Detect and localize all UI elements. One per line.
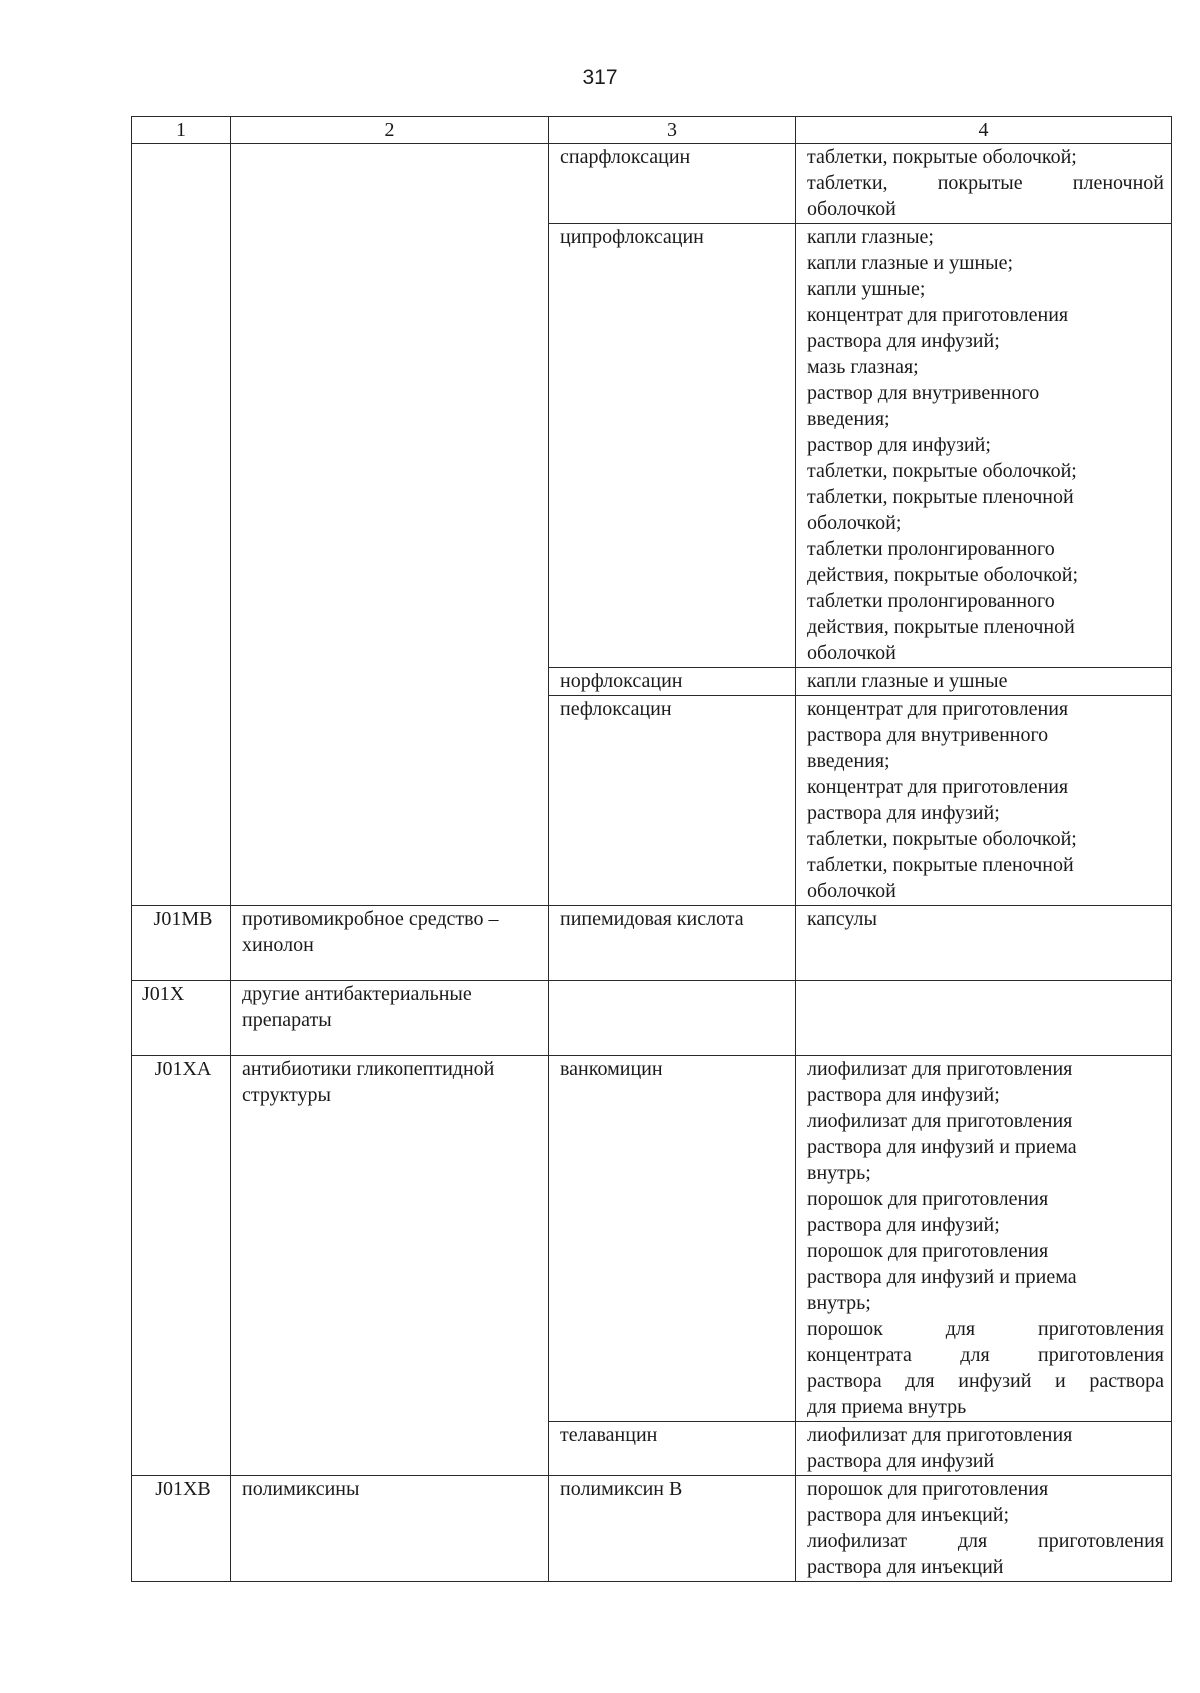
dosage-form-line: мазь глазная; <box>807 356 919 378</box>
group-cell-continued <box>231 696 549 906</box>
dosage-form-line: лиофилизат для приготовления <box>807 1424 1073 1446</box>
group-cell-continued <box>231 224 549 668</box>
group-name-cell: антибиотики гликопептидной структуры <box>231 1056 549 1422</box>
dosage-form-line: таблетки пролонгированного <box>807 590 1055 612</box>
dosage-form-line: введения; <box>807 750 890 772</box>
column-number-4: 4 <box>796 117 1172 144</box>
dosage-form-line: раствор для внутривенного <box>807 382 1040 404</box>
table-row <box>132 696 1172 906</box>
dosage-form-line: раствор для инфузий; <box>807 434 991 456</box>
dosage-form-line: таблетки, покрытые пленочной <box>807 172 1164 194</box>
table-row <box>132 224 1172 668</box>
table-header-row <box>132 117 1172 144</box>
page-number: 317 <box>582 66 618 89</box>
dosage-forms-cell <box>796 1422 1172 1476</box>
dosage-form-line: лиофилизат для приготовления <box>807 1110 1073 1132</box>
dosage-form-line: для приема внутрь <box>807 1396 967 1418</box>
dosage-form-line: концентрат для приготовления <box>807 698 1069 720</box>
code-cell-continued <box>132 1422 231 1476</box>
dosage-form-line: раствора для инфузий и раствора <box>807 1370 1164 1392</box>
group-name-cell: другие антибактериальные препараты <box>231 981 549 1056</box>
dosage-form-line: оболочкой <box>807 198 896 220</box>
table-row <box>132 1476 1172 1582</box>
dosage-form-line: раствора для инъекций <box>807 1556 1004 1578</box>
dosage-form-line: раствора для инфузий и приема <box>807 1266 1077 1288</box>
group-cell-continued <box>231 668 549 696</box>
group-cell-continued <box>231 144 549 224</box>
dosage-form-line: порошок для приготовления <box>807 1240 1049 1262</box>
drug-name-cell: ванкомицин <box>549 1056 796 1422</box>
column-number-1: 1 <box>132 117 231 144</box>
table-row <box>132 1422 1172 1476</box>
drug-name-cell: ципрофлоксацин <box>549 224 796 668</box>
dosage-form-line: таблетки, покрытые оболочкой; <box>807 146 1077 168</box>
drug-name-cell <box>549 981 796 1056</box>
code-cell-continued <box>132 144 231 224</box>
dosage-form-line: концентрата для приготовления <box>807 1344 1164 1366</box>
dosage-forms-cell <box>796 144 1172 224</box>
dosage-form-line: порошок для приготовления <box>807 1188 1049 1210</box>
dosage-form-line: раствора для инфузий; <box>807 1214 1000 1236</box>
drug-name-cell: спарфлоксацин <box>549 144 796 224</box>
dosage-form-line: капсулы <box>807 908 877 930</box>
dosage-form-line: капли ушные; <box>807 278 926 300</box>
dosage-forms-cell <box>796 1056 1172 1422</box>
code-cell-continued <box>132 224 231 668</box>
dosage-forms-cell <box>796 224 1172 668</box>
dosage-form-line: раствора для инфузий; <box>807 1084 1000 1106</box>
drug-name-cell: пипемидовая кислота <box>549 906 796 981</box>
group-cell-continued <box>231 1422 549 1476</box>
drug-name-cell: норфлоксацин <box>549 668 796 696</box>
dosage-form-line: раствора для инфузий <box>807 1450 995 1472</box>
code-cell-continued <box>132 668 231 696</box>
dosage-form-line: действия, покрытые пленочной <box>807 616 1075 638</box>
dosage-form-line: таблетки, покрытые оболочкой; <box>807 828 1077 850</box>
dosage-forms-cell <box>796 668 1172 696</box>
dosage-form-line: оболочкой <box>807 642 896 664</box>
dosage-form-line: таблетки пролонгированного <box>807 538 1055 560</box>
group-name-cell: полимиксины <box>231 1476 549 1582</box>
dosage-form-line: капли глазные и ушные <box>807 670 1008 692</box>
drug-list-table <box>131 116 1172 1582</box>
table-row <box>132 1056 1172 1422</box>
table-row <box>132 144 1172 224</box>
dosage-forms-cell <box>796 696 1172 906</box>
dosage-form-line: лиофилизат для приготовления <box>807 1530 1164 1552</box>
dosage-form-line: порошок для приготовления <box>807 1318 1164 1340</box>
dosage-forms-cell <box>796 1476 1172 1582</box>
dosage-form-line: оболочкой; <box>807 512 902 534</box>
drug-name-cell: пефлоксацин <box>549 696 796 906</box>
dosage-form-line: действия, покрытые оболочкой; <box>807 564 1079 586</box>
column-number-2: 2 <box>231 117 549 144</box>
drug-name-cell: полимиксин В <box>549 1476 796 1582</box>
dosage-form-line: таблетки, покрытые пленочной <box>807 854 1074 876</box>
dosage-form-line: раствора для инфузий и приема <box>807 1136 1077 1158</box>
dosage-form-line: концентрат для приготовления <box>807 776 1069 798</box>
table-row <box>132 668 1172 696</box>
atc-code-cell: J01X <box>132 981 231 1056</box>
dosage-form-line: порошок для приготовления <box>807 1478 1049 1500</box>
atc-code-cell: J01MB <box>132 906 231 981</box>
dosage-form-line: таблетки, покрытые оболочкой; <box>807 460 1077 482</box>
dosage-form-line: таблетки, покрытые пленочной <box>807 486 1074 508</box>
dosage-form-line: лиофилизат для приготовления <box>807 1058 1073 1080</box>
column-number-3: 3 <box>549 117 796 144</box>
table-row <box>132 906 1172 981</box>
drug-name-cell: телаванцин <box>549 1422 796 1476</box>
dosage-form-line: капли глазные и ушные; <box>807 252 1014 274</box>
dosage-form-line: внутрь; <box>807 1292 871 1314</box>
dosage-form-line: внутрь; <box>807 1162 871 1184</box>
dosage-form-line: введения; <box>807 408 890 430</box>
dosage-form-line: раствора для инфузий; <box>807 802 1000 824</box>
dosage-form-line: оболочкой <box>807 880 896 902</box>
dosage-forms-cell <box>796 981 1172 1056</box>
code-cell-continued <box>132 696 231 906</box>
table-row <box>132 981 1172 1056</box>
dosage-forms-cell <box>796 906 1172 981</box>
dosage-form-line: раствора для инфузий; <box>807 330 1000 352</box>
dosage-form-line: раствора для внутривенного <box>807 724 1049 746</box>
dosage-form-line: концентрат для приготовления <box>807 304 1069 326</box>
dosage-form-line: раствора для инъекций; <box>807 1504 1010 1526</box>
atc-code-cell: J01XA <box>132 1056 231 1422</box>
group-name-cell: противомикробное средство – хинолон <box>231 906 549 981</box>
atc-code-cell: J01XB <box>132 1476 231 1582</box>
dosage-form-line: капли глазные; <box>807 226 934 248</box>
